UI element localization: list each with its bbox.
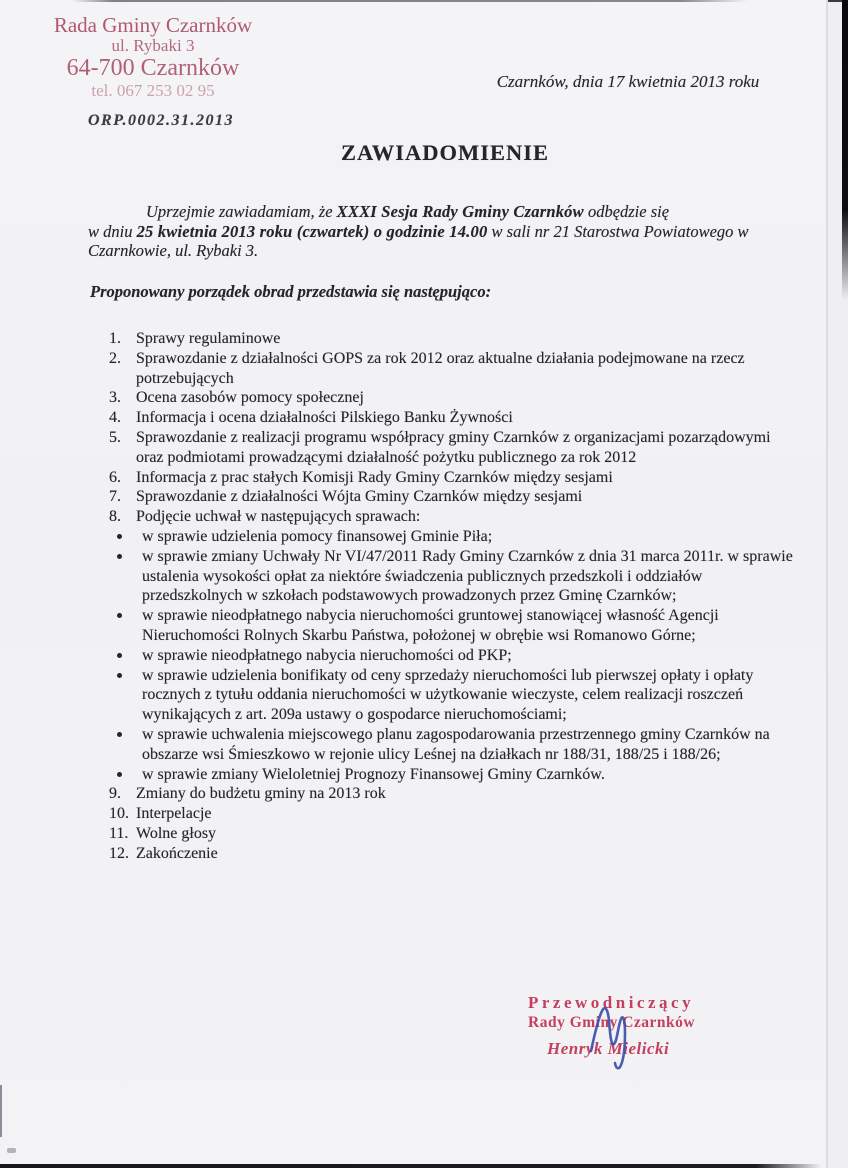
intro-segment: Czarnkowie, ul. Rybaki 3.: [88, 241, 259, 260]
sender-address-stamp: [48, 14, 258, 100]
scan-bottom-edge-line: [0, 1164, 822, 1168]
intro-paragraph: [88, 202, 798, 261]
agenda-item-number: 12.: [109, 844, 129, 862]
agenda-item: [88, 349, 800, 389]
agenda-item: [88, 824, 800, 844]
agenda-item: [88, 408, 800, 428]
agenda-item: [88, 487, 800, 507]
signature-name: Henryk Mielicki: [547, 1039, 670, 1058]
agenda-bullet-text: w sprawie nieodpłatnego nabycia nieruchomości gruntowej stanowiącej własność Agencji Nieruchomości Rolnych Skarbu Państwa, położonej w obrębie wsi Romanowo Górne;: [142, 607, 719, 644]
agenda-item-text: Sprawozdanie z działalności Wójta Gminy Czarnków między sesjami: [136, 488, 583, 506]
agenda-bullet-item: [88, 606, 800, 646]
agenda-item-text: Zmiany do budżetu gminy na 2013 rok: [136, 785, 386, 803]
agenda-item-number: 8.: [109, 508, 121, 526]
sender-phone: tel. 067 253 02 95: [91, 80, 215, 100]
agenda-item-text: Sprawozdanie z realizacji programu współpracy gminy Czarnków z organizacjami pozarządowymi oraz podmiotami prowadzącymi działalność pożytku publicznego za rok 2012: [136, 428, 771, 466]
scan-top-edge-line: [72, 0, 748, 2]
agenda-item-text: Interpelacje: [136, 805, 212, 823]
agenda-item-number: 3.: [109, 389, 121, 407]
bullet-icon: [117, 534, 122, 539]
agenda-item-number: 2.: [109, 349, 121, 367]
agenda-item-number: 10.: [109, 805, 129, 823]
agenda-item: [88, 428, 800, 468]
document-title: ZAWIADOMIENIE: [340, 140, 550, 165]
intro-segment: w sali nr 21 Starostwa Powiatowego w: [487, 221, 749, 241]
agenda-item-number: 5.: [109, 428, 121, 446]
agenda-item: [88, 329, 800, 349]
agenda-bullet-text: w sprawie udzielenia bonifikaty od ceny sprzedaży nieruchomości lub pierwszej opłaty i opłaty rocznych z tytułu oddania nieruchomości w użytkowanie wieczyste, celem realizacji roszczeń wynikających z art. 209a ustawy o gospodarce nieruchomościami;: [142, 666, 754, 724]
agenda-item: [88, 388, 800, 408]
sender-name: Rada Gminy Czarnków: [53, 13, 253, 37]
agenda-heading: Proponowany porządek obrad przedstawia się następująco:: [90, 282, 492, 301]
agenda-item: [88, 804, 800, 824]
agenda-item-number: 7.: [109, 488, 121, 506]
agenda-list: [88, 329, 800, 864]
agenda-bullet-item: [88, 765, 800, 785]
intro-segment: Uprzejmie zawiadamiam, że: [146, 202, 337, 221]
agenda-item-number: 4.: [109, 409, 121, 427]
sender-street: ul. Rybaki 3: [111, 35, 195, 55]
dateline: Czarnków, dnia 17 kwietnia 2013 roku: [496, 72, 760, 91]
scan-right-black-strip: [842, 0, 848, 300]
intro-segment: odbędzie się: [583, 202, 670, 221]
agenda-item-number: 1.: [109, 330, 121, 347]
agenda-bullet-text: w sprawie udzielenia pomocy finansowej Gminie Piła;: [142, 527, 493, 545]
agenda-item-text: Zakończenie: [136, 844, 218, 862]
bullet-icon: [117, 772, 122, 777]
agenda-bullet-text: w sprawie zmiany Uchwały Nr VI/47/2011 Rady Gminy Czarnków z dnia 31 marca 2011r. w sprawie ustalenia wysokości opłat za niektóre świadczenia publicznych przedszkoli i oddziałów przedszkolnych w szkołach podstawowych prowadzonych przez Gminę Czarnków;: [142, 547, 793, 605]
bullet-icon: [117, 673, 122, 678]
agenda-item-text: Wolne głosy: [136, 824, 217, 842]
agenda-bullet-text: w sprawie uchwalenia miejscowego planu zagospodarowania przestrzennego gminy Czarnków na obszarze wsi Śmieszkowo w rejonie ulicy Leśnej na działkach nr 188/31, 188/25 i 188/26;: [142, 725, 770, 763]
agenda-bullet-text: w sprawie nieodpłatnego nabycia nieruchomości od PKP;: [142, 646, 512, 664]
bullet-icon: [117, 732, 122, 737]
scan-speck: [7, 1148, 16, 1153]
agenda-item: [88, 468, 800, 488]
agenda-item-text: Sprawozdanie z działalności GOPS za rok 2012 oraz aktualne działania podejmowane na rzecz potrzebujących: [136, 349, 745, 387]
agenda-bullet-item: [88, 547, 800, 606]
agenda-item-text: Ocena zasobów pomocy społecznej: [136, 389, 364, 407]
agenda-bullet-item: [88, 666, 800, 725]
bullet-icon: [117, 554, 122, 559]
bullet-icon: [117, 613, 122, 618]
intro-bold-segment: XXXI Sesja Rady Gminy Czarnków: [336, 202, 584, 221]
agenda-item: [88, 844, 800, 864]
agenda-item-text: Podjęcie uchwał w następujących sprawach:: [136, 508, 421, 526]
agenda-item-text: Informacja i ocena działalności Pilskiego Banku Żywności: [136, 409, 513, 427]
scan-right-fold-line: [826, 0, 828, 1168]
sender-city: 64-700 Czarnków: [66, 55, 240, 82]
scan-left-edge-mark: [0, 1085, 2, 1137]
signature-org: Rady Gminy Czarnków: [528, 1014, 696, 1031]
signature-stamp: [528, 993, 748, 1059]
agenda-item-text: Sprawy regulaminowe: [136, 330, 281, 347]
agenda-item: [88, 507, 800, 527]
intro-bold-segment: 25 kwietnia 2013 roku (czwartek) o godzinie 14.00: [136, 221, 488, 241]
agenda-item-number: 6.: [109, 468, 121, 486]
agenda-item-text: Informacja z prac stałych Komisji Rady Gminy Czarnków między sesjami: [136, 468, 613, 486]
agenda-bullet-item: [88, 527, 800, 547]
bullet-icon: [117, 653, 122, 658]
agenda-bullet-item: [88, 646, 800, 666]
intro-segment: w dniu: [88, 221, 137, 241]
agenda-item-number: 11.: [109, 824, 129, 842]
agenda-item-number: 9.: [109, 785, 121, 803]
agenda-item: [88, 784, 800, 804]
reference-number: ORP.0002.31.2013: [88, 112, 234, 129]
signature-title: Przewodniczący: [528, 993, 695, 1012]
agenda-bullet-text: w sprawie zmiany Wieloletniej Prognozy Finansowej Gminy Czarnków.: [142, 765, 605, 783]
agenda-bullet-item: [88, 725, 800, 765]
